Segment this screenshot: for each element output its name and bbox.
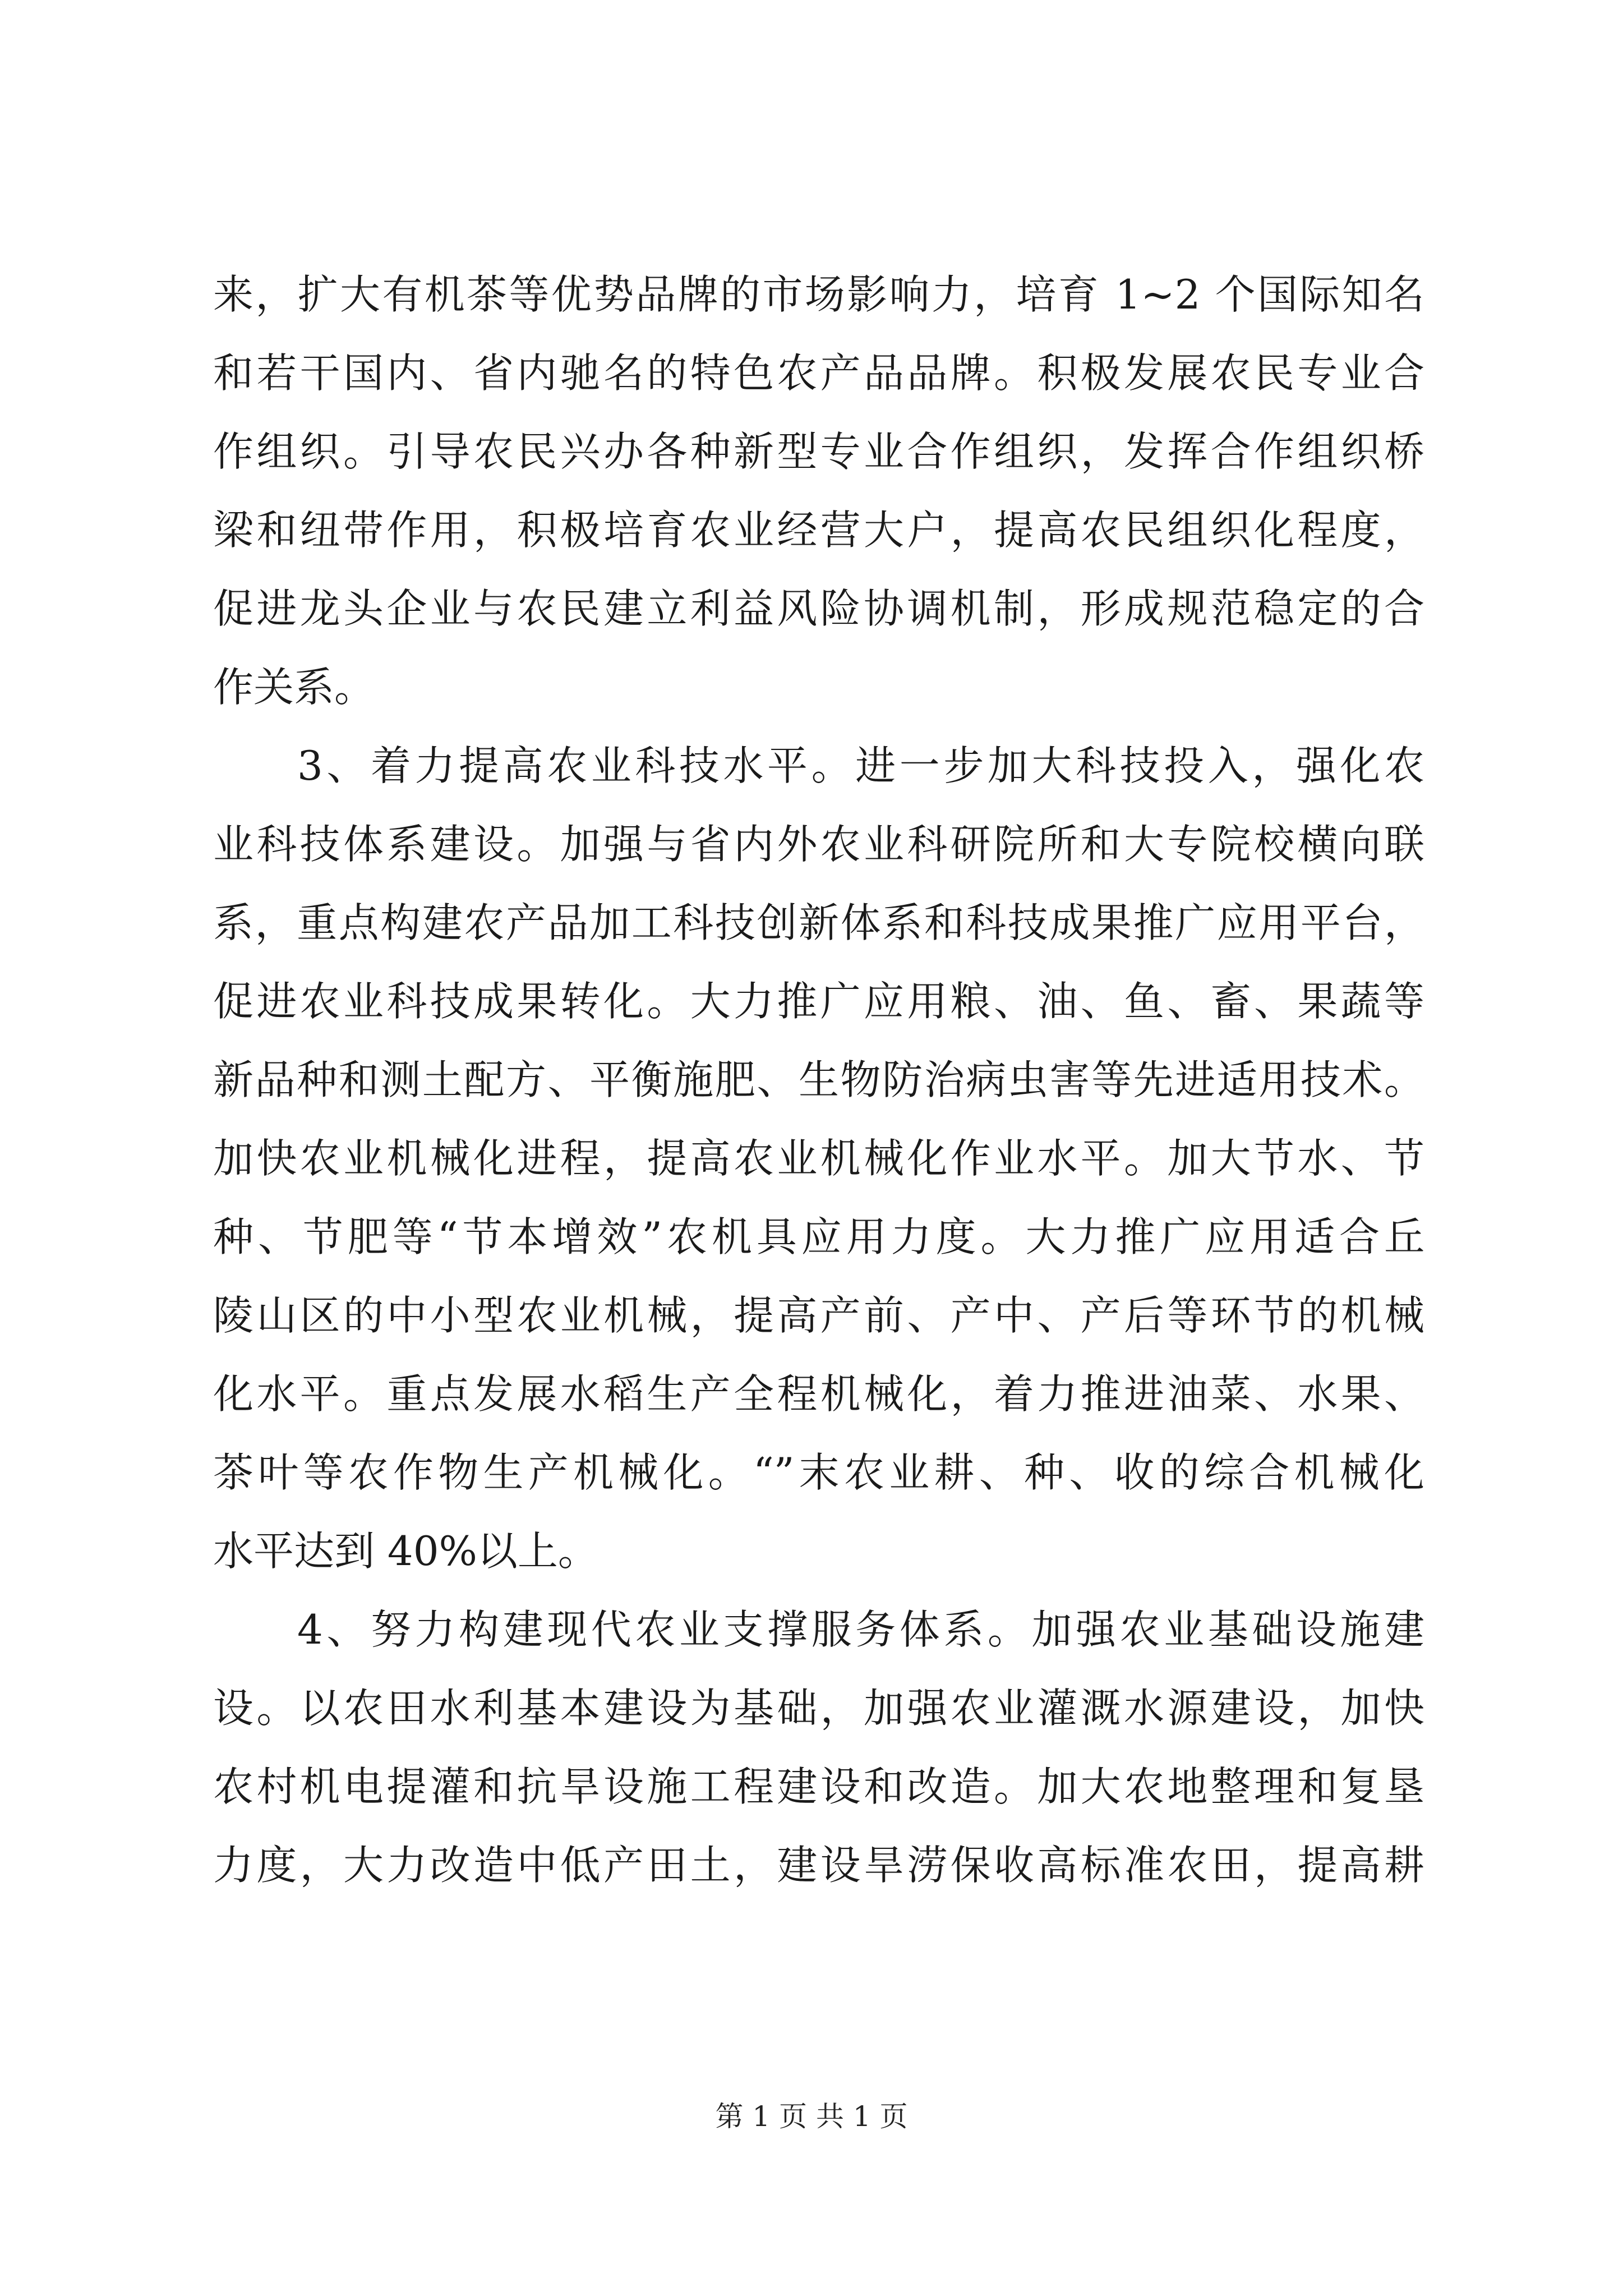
text-line: 加快农业机械化进程，提高农业机械化作业水平。加大节水、节 (213, 1135, 1424, 1182)
paragraph-first-line: 3、着力提高农业科技水平。进一步加大科技投入，强化农 (297, 742, 1424, 789)
text-line: 促进龙头企业与农民建立利益风险协调机制，形成规范稳定的合 (213, 585, 1424, 632)
text-line: 作组织。引导农民兴办各种新型专业合作组织，发挥合作组织桥 (213, 428, 1424, 475)
text-line: 化水平。重点发展水稻生产全程机械化，着力推进油菜、水果、 (213, 1370, 1424, 1418)
paragraph-first-line: 4、努力构建现代农业支撑服务体系。加强农业基础设施建 (297, 1606, 1424, 1653)
text-line: 业科技体系建设。加强与省内外农业科研院所和大专院校横向联 (213, 821, 1424, 868)
text-line: 设。以农田水利基本建设为基础，加强农业灌溉水源建设，加快 (213, 1685, 1424, 1732)
text-line: 来，扩大有机茶等优势品牌的市场影响力，培育 1~2 个国际知名 (213, 271, 1424, 318)
text-line: 水平达到 40%以上。 (213, 1527, 598, 1575)
text-line: 作关系。 (213, 664, 375, 711)
text-line: 陵山区的中小型农业机械，提高产前、产中、产后等环节的机械 (213, 1292, 1424, 1339)
page-footer: 第 1 页 共 1 页 (715, 2100, 908, 2133)
text-line: 促进农业科技成果转化。大力推广应用粮、油、鱼、畜、果蔬等 (213, 978, 1424, 1025)
text-line: 力度，大力改造中低产田土，建设旱涝保收高标准农田，提高耕 (213, 1842, 1424, 1889)
text-line: 梁和纽带作用，积极培育农业经营大户，提高农民组织化程度， (213, 507, 1424, 554)
text-line: 新品种和测土配方、平衡施肥、生物防治病虫害等先进适用技术。 (213, 1056, 1424, 1103)
text-line: 系，重点构建农产品加工科技创新体系和科技成果推广应用平台， (213, 899, 1424, 946)
text-line: 和若干国内、省内驰名的特色农产品品牌。积极发展农民专业合 (213, 349, 1424, 397)
text-line: 茶叶等农作物生产机械化。“”末农业耕、种、收的综合机械化 (213, 1449, 1424, 1496)
text-line: 种、节肥等“节本增效”农机具应用力度。大力推广应用适合丘 (213, 1213, 1424, 1260)
text-line: 农村机电提灌和抗旱设施工程建设和改造。加大农地整理和复垦 (213, 1763, 1424, 1810)
